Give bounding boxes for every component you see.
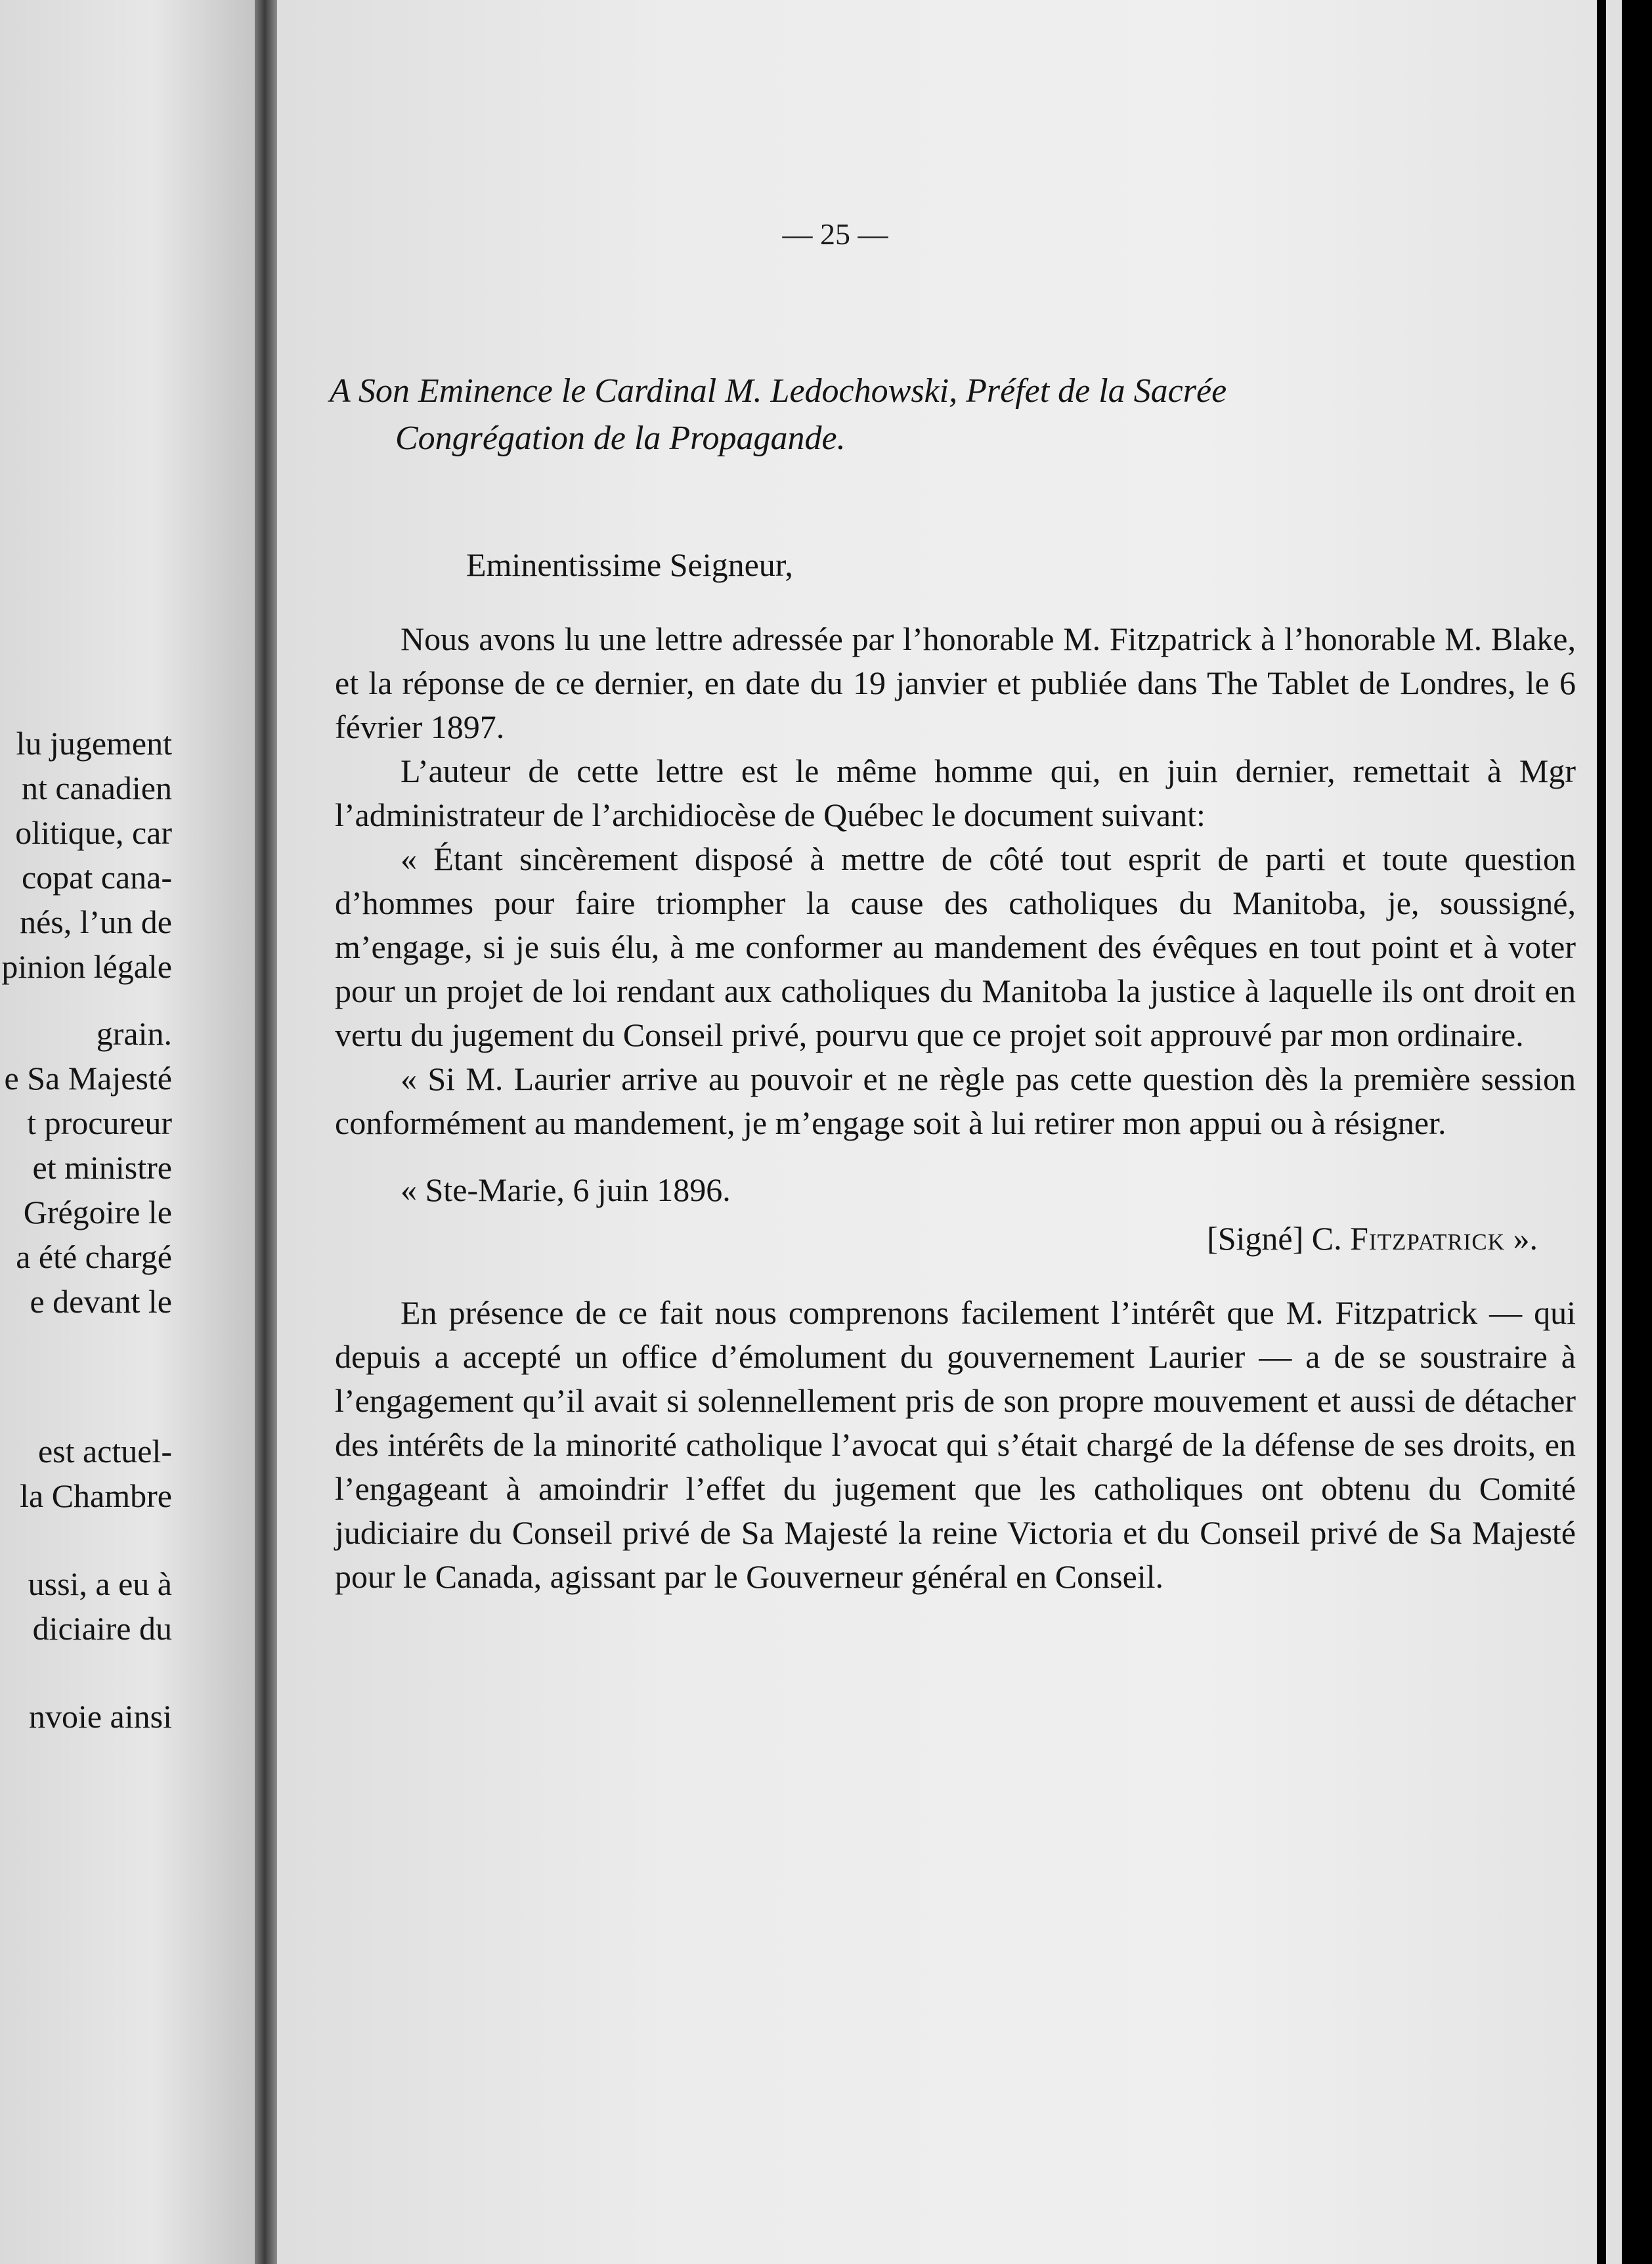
signature-name: Fitzpatrick (1350, 1220, 1505, 1257)
facing-page-line: Grégoire le (23, 1194, 172, 1230)
facing-page-line: et ministre (32, 1149, 172, 1186)
signature-prefix: [Signé] C. (1207, 1220, 1351, 1257)
facing-page-line: la Chambre (20, 1477, 172, 1514)
facing-page-line: e Sa Majesté (4, 1060, 172, 1097)
quoted-pledge: « Si M. Laurier arrive au pouvoir et ne règle pas cette question dès la première session conformément au mandement, je m’engage soit à lui retirer mon appui ou à résigner. (335, 1060, 1576, 1141)
letter-body (335, 542, 1576, 1599)
book-gutter (255, 0, 277, 2264)
page-edge (1606, 0, 1622, 2264)
facing-page-line: nvoie ainsi (28, 1698, 172, 1735)
paragraph: Nous avons lu une lettre adressée par l’honorable M. Fitzpatrick à l’honorable M. Blake, et la réponse de ce dernier, en date du 19 janvier et publiée dans The Tablet de Londres, le 6 février 1897. (335, 620, 1576, 745)
facing-page-line: copat cana- (21, 859, 172, 896)
pledge-date: « Ste-Marie, 6 juin 1896. (401, 1171, 731, 1208)
facing-page-line: est actuel- (37, 1433, 172, 1469)
page-number: — 25 — (782, 217, 888, 251)
signature-line (335, 1216, 1538, 1261)
facing-page-fragment (0, 0, 255, 2264)
facing-page-line: olitique, car (15, 814, 172, 851)
facing-page-line: t procureur (27, 1104, 172, 1141)
page (277, 0, 1597, 2264)
salutation: Eminentissime Seigneur, (466, 546, 793, 583)
facing-page-line: lu jugement (16, 725, 172, 762)
addressee-line: A Son Eminence le Cardinal M. Ledochowski, Préfet de la Sacrée (330, 372, 1227, 410)
facing-page-line: nés, l’un de (20, 903, 172, 940)
facing-page-line: ussi, a eu à (28, 1565, 172, 1602)
facing-page-line: diciaire du (32, 1610, 172, 1647)
paragraph: En présence de ce fait nous comprenons facilement l’intérêt que M. Fitzpatrick — qui depuis a accepté un office d’émolument du gouvernement Laurier — a de se soustraire à l’engagement qu’il avait si solennellement pris de son propre mouvement et aussi de détacher des intérêts de la minorité catholique l’avocat qui s’était chargé de la défense de ses droits, en l’engageant à amoindrir l’effet du jugement que les catholiques ont obtenu du Comité judiciaire du Conseil privé de Sa Majesté la reine Victoria et du Conseil privé de Sa Majesté pour le Canada, agissant par le Gouverneur général en Conseil. (335, 1294, 1576, 1595)
addressee-line: Congrégation de la Propagande. (395, 420, 846, 457)
facing-page-line: pinion légale (1, 948, 172, 985)
signature-suffix: ». (1505, 1220, 1538, 1257)
facing-page-line: nt canadien (21, 770, 172, 806)
facing-page-line: e devant le (30, 1283, 172, 1320)
scan-border (1597, 0, 1652, 2264)
quoted-pledge: « Étant sincèrement disposé à mettre de côté tout esprit de parti et toute question d’hommes pour faire triompher la cause des catholiques du Manitoba, je, soussigné, m’engage, si je suis élu, à me conformer au mandement des évêques en tout point et à voter pour un projet de loi rendant aux catholiques du Manitoba la justice à laquelle ils ont droit en vertu du jugement du Conseil privé, pourvu que ce projet soit approuvé par mon ordinaire. (335, 840, 1576, 1053)
paragraph: L’auteur de cette lettre est le même homme qui, en juin dernier, remettait à Mgr l’administrateur de l’archidiocèse de Québec le document suivant: (335, 752, 1576, 833)
addressee-heading (330, 368, 1577, 462)
facing-page-line: grain. (96, 1015, 172, 1052)
facing-page-line: a été chargé (16, 1238, 172, 1275)
